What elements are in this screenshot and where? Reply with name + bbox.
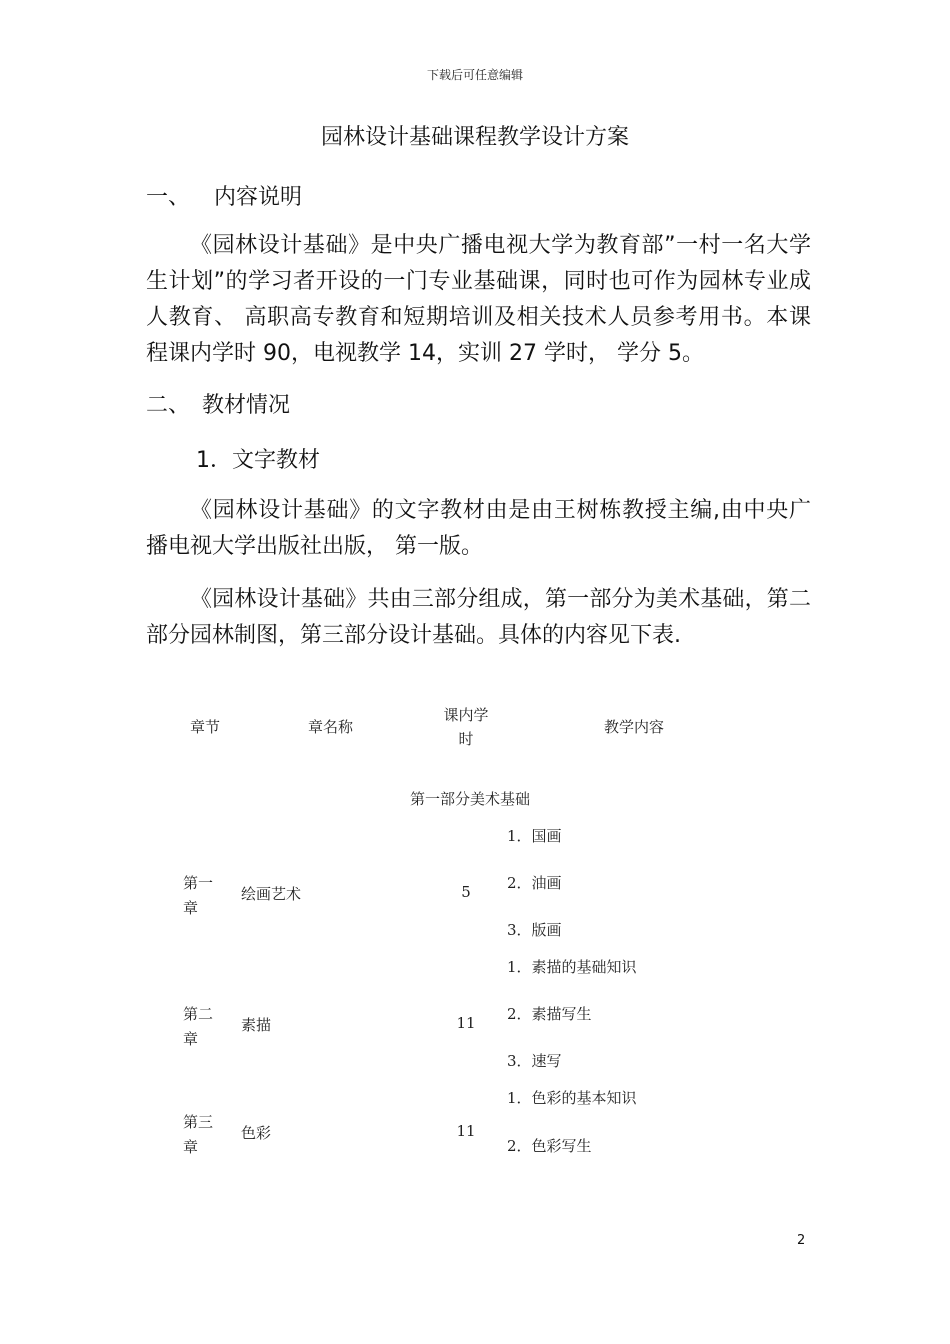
section2-paragraph2: 《园林设计基础》共由三部分组成，第一部分为美术基础，第二部分园林制图，第三部分设计基础。具体的内容见下表.: [146, 587, 811, 648]
table-header-hours-line1: 课内学: [443, 706, 489, 724]
table-row-chapter: [183, 1002, 213, 1052]
chapter-label-suffix: 章: [183, 1138, 199, 1156]
section1-heading: [146, 180, 302, 211]
content-item: 1．国画: [507, 827, 562, 845]
table-header-chapter: 章节: [190, 718, 221, 736]
table-row-hours: 5: [461, 883, 471, 901]
content-item: 1．素描的基础知识: [507, 958, 637, 976]
content-item: 2．素描写生: [507, 1005, 592, 1023]
table-row-chapter: [183, 871, 213, 921]
section1-number: 一、: [146, 185, 191, 210]
table-header-name: 章名称: [308, 718, 354, 736]
content-item: 2．色彩写生: [507, 1137, 592, 1155]
table-row-name: 素描: [241, 1016, 272, 1034]
section1-title: 内容说明: [214, 185, 303, 210]
content-item: 2．油画: [507, 874, 562, 892]
table-row-hours: 11: [456, 1014, 476, 1032]
chapter-label-suffix: 章: [183, 1030, 199, 1048]
section2-heading: [146, 388, 290, 419]
table-header-content: 教学内容: [604, 718, 665, 736]
table-part1-title: 第一部分美术基础: [410, 790, 531, 808]
content-item: 3．版画: [507, 921, 562, 939]
header-note: 下载后可任意编辑: [426, 68, 523, 82]
table-row-chapter: [183, 1110, 213, 1160]
content-item: 1．色彩的基本知识: [507, 1089, 637, 1107]
content-item: 3．速写: [507, 1052, 562, 1070]
section2-title: 教材情况: [202, 393, 291, 418]
table-row-name: 色彩: [241, 1124, 272, 1142]
section2-paragraph1: 《园林设计基础》的文字教材由是由王树栋教授主编,由中央广播电视大学出版社出版， 第一版。: [146, 498, 811, 559]
table-row-name: 绘画艺术: [241, 885, 302, 903]
chapter-label-suffix: 章: [183, 899, 199, 917]
document-title: 园林设计基础课程教学设计方案: [320, 125, 629, 150]
chapter-label: 第二: [183, 1005, 214, 1023]
chapter-label: 第三: [183, 1113, 214, 1131]
chapter-label: 第一: [183, 874, 214, 892]
subsection-text-material: 1．文字教材: [196, 448, 320, 473]
section2-number: 二、: [146, 393, 191, 418]
section1-paragraph: 《园林设计基础》是中央广播电视大学为教育部”一村一名大学生计划”的学习者开设的一门专业基础课，同时也可作为园林专业成人教育、 高职高专教育和短期培训及相关技术人员参考用书。本课程课内学时 90，电视教学 14，实训 27 学时， 学分 5。: [146, 233, 811, 366]
table-header-hours: [430, 704, 502, 749]
page-number: 2: [797, 1233, 806, 1248]
table-row-hours: 11: [456, 1122, 476, 1140]
table-header-hours-line2: 时: [458, 730, 474, 748]
